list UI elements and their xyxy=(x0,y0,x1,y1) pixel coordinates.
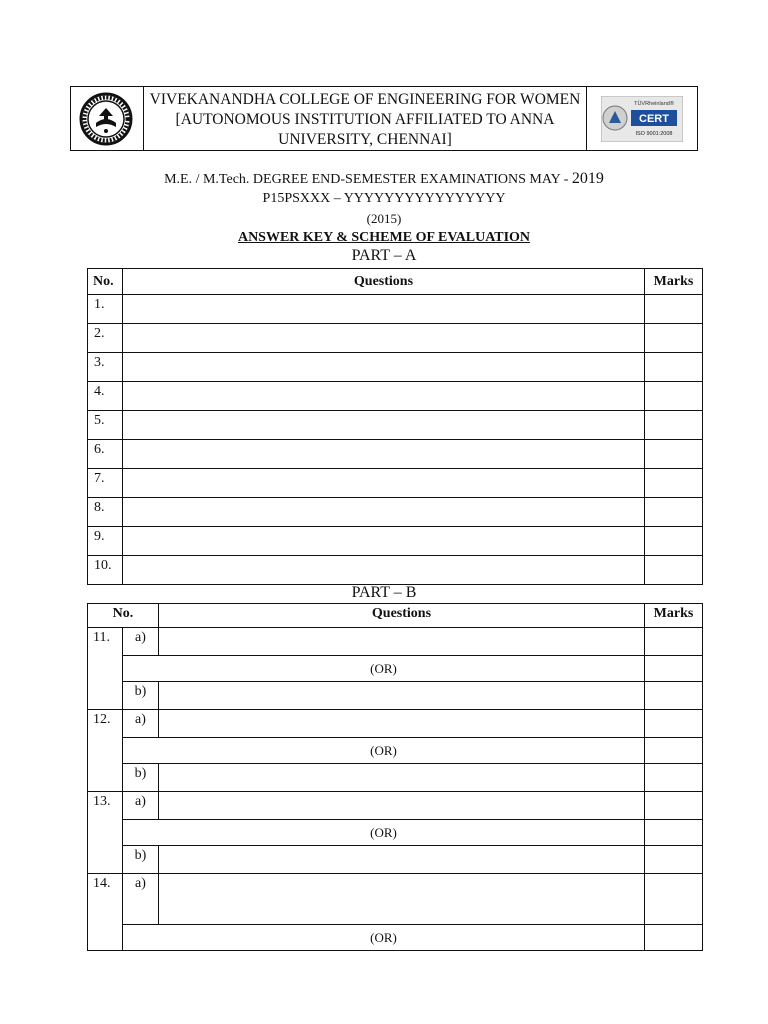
col-questions-header: Questions xyxy=(158,604,644,628)
question-cell[interactable] xyxy=(158,764,644,792)
table-row xyxy=(88,656,703,682)
table-row xyxy=(88,469,703,498)
question-number: 13. xyxy=(88,792,123,874)
marks-cell[interactable] xyxy=(645,738,703,764)
part-a-table xyxy=(87,268,703,585)
question-number: 5. xyxy=(88,411,123,440)
marks-cell[interactable] xyxy=(645,440,703,469)
question-number: 11. xyxy=(88,628,123,710)
option-b-label: b) xyxy=(122,764,158,792)
question-number: 4. xyxy=(88,382,123,411)
college-name-line3: UNIVERSITY, CHENNAI] xyxy=(278,131,452,148)
question-cell[interactable] xyxy=(122,353,644,382)
table-row xyxy=(88,353,703,382)
part-b-title: PART – B xyxy=(351,584,417,601)
table-row xyxy=(88,925,703,951)
table-row xyxy=(88,764,703,792)
marks-cell[interactable] xyxy=(645,411,703,440)
part-b-table xyxy=(87,603,703,951)
question-cell[interactable] xyxy=(158,710,644,738)
question-cell[interactable] xyxy=(122,498,644,527)
tuv-cert-badge-icon xyxy=(601,96,683,142)
marks-cell[interactable] xyxy=(645,764,703,792)
marks-cell[interactable] xyxy=(645,353,703,382)
question-cell[interactable] xyxy=(158,682,644,710)
institution-header xyxy=(70,86,698,151)
question-cell[interactable] xyxy=(122,324,644,353)
table-row xyxy=(88,710,703,738)
marks-cell[interactable] xyxy=(645,710,703,738)
marks-cell[interactable] xyxy=(645,469,703,498)
marks-cell[interactable] xyxy=(645,925,703,951)
option-a-label: a) xyxy=(122,710,158,738)
question-cell[interactable] xyxy=(158,874,644,925)
col-questions-header: Questions xyxy=(122,269,644,295)
question-cell[interactable] xyxy=(122,295,644,324)
logo-cell xyxy=(71,87,144,150)
certification-cell xyxy=(586,87,697,150)
table-row xyxy=(88,324,703,353)
table-row xyxy=(88,820,703,846)
option-b-label: b) xyxy=(122,846,158,874)
col-marks-header: Marks xyxy=(645,604,703,628)
course-code: P15PSXXX – YYYYYYYYYYYYYYYY xyxy=(262,191,506,206)
question-number: 2. xyxy=(88,324,123,353)
question-number: 9. xyxy=(88,527,123,556)
col-marks-header: Marks xyxy=(645,269,703,295)
marks-cell[interactable] xyxy=(645,682,703,710)
table-row xyxy=(88,792,703,820)
table-row xyxy=(88,382,703,411)
question-cell[interactable] xyxy=(122,556,644,585)
marks-cell[interactable] xyxy=(645,498,703,527)
option-a-label: a) xyxy=(122,628,158,656)
question-cell[interactable] xyxy=(158,628,644,656)
or-separator: (OR) xyxy=(122,738,644,764)
col-no-header: No. xyxy=(88,269,123,295)
exam-title xyxy=(0,170,768,188)
question-number: 7. xyxy=(88,469,123,498)
answer-key-heading: ANSWER KEY & SCHEME OF EVALUATION xyxy=(237,230,531,245)
question-number: 14. xyxy=(88,874,123,951)
exam-title-text: M.E. / M.Tech. DEGREE END-SEMESTER EXAMINATIONS MAY - xyxy=(164,172,572,187)
question-cell[interactable] xyxy=(122,469,644,498)
question-cell[interactable] xyxy=(122,527,644,556)
question-cell[interactable] xyxy=(158,846,644,874)
question-cell[interactable] xyxy=(158,792,644,820)
marks-cell[interactable] xyxy=(645,628,703,656)
part-b-header-row xyxy=(88,604,703,628)
part-a-title: PART – A xyxy=(351,247,417,264)
option-a-label: a) xyxy=(122,792,158,820)
option-b-label: b) xyxy=(122,682,158,710)
marks-cell[interactable] xyxy=(645,295,703,324)
table-row xyxy=(88,556,703,585)
table-row xyxy=(88,411,703,440)
marks-cell[interactable] xyxy=(645,846,703,874)
or-separator: (OR) xyxy=(122,925,644,951)
question-number: 12. xyxy=(88,710,123,792)
marks-cell[interactable] xyxy=(645,556,703,585)
part-a-header-row xyxy=(88,269,703,295)
college-name-line1: VIVEKANANDHA COLLEGE OF ENGINEERING FOR WOMEN xyxy=(149,91,581,108)
exam-year: 2019 xyxy=(571,170,604,187)
table-row xyxy=(88,682,703,710)
marks-cell[interactable] xyxy=(645,324,703,353)
table-row xyxy=(88,846,703,874)
college-name-block xyxy=(144,90,586,150)
question-cell[interactable] xyxy=(122,440,644,469)
marks-cell[interactable] xyxy=(645,382,703,411)
table-row xyxy=(88,874,703,925)
option-a-label: a) xyxy=(122,874,158,925)
question-number: 3. xyxy=(88,353,123,382)
table-row xyxy=(88,628,703,656)
question-cell[interactable] xyxy=(122,382,644,411)
cert-brand-text: TÜVRheinland® xyxy=(634,101,674,107)
cert-label-text: CERT xyxy=(639,113,669,125)
marks-cell[interactable] xyxy=(645,527,703,556)
cert-iso-text: ISO 9001:2008 xyxy=(635,131,673,137)
question-number: 8. xyxy=(88,498,123,527)
college-seal-logo-icon xyxy=(79,92,133,146)
table-row xyxy=(88,498,703,527)
table-row xyxy=(88,527,703,556)
question-cell[interactable] xyxy=(122,411,644,440)
or-separator: (OR) xyxy=(122,656,644,682)
or-separator: (OR) xyxy=(122,820,644,846)
col-no-header: No. xyxy=(88,604,159,628)
regulation-year: (2015) xyxy=(366,211,402,226)
table-row xyxy=(88,440,703,469)
college-name-line2: [AUTONOMOUS INSTITUTION AFFILIATED TO ANNA xyxy=(175,111,555,128)
marks-cell[interactable] xyxy=(645,820,703,846)
table-row xyxy=(88,295,703,324)
question-number: 1. xyxy=(88,295,123,324)
question-number: 6. xyxy=(88,440,123,469)
table-row xyxy=(88,738,703,764)
question-number: 10. xyxy=(88,556,123,585)
marks-cell[interactable] xyxy=(645,656,703,682)
marks-cell[interactable] xyxy=(645,874,703,925)
marks-cell[interactable] xyxy=(645,792,703,820)
